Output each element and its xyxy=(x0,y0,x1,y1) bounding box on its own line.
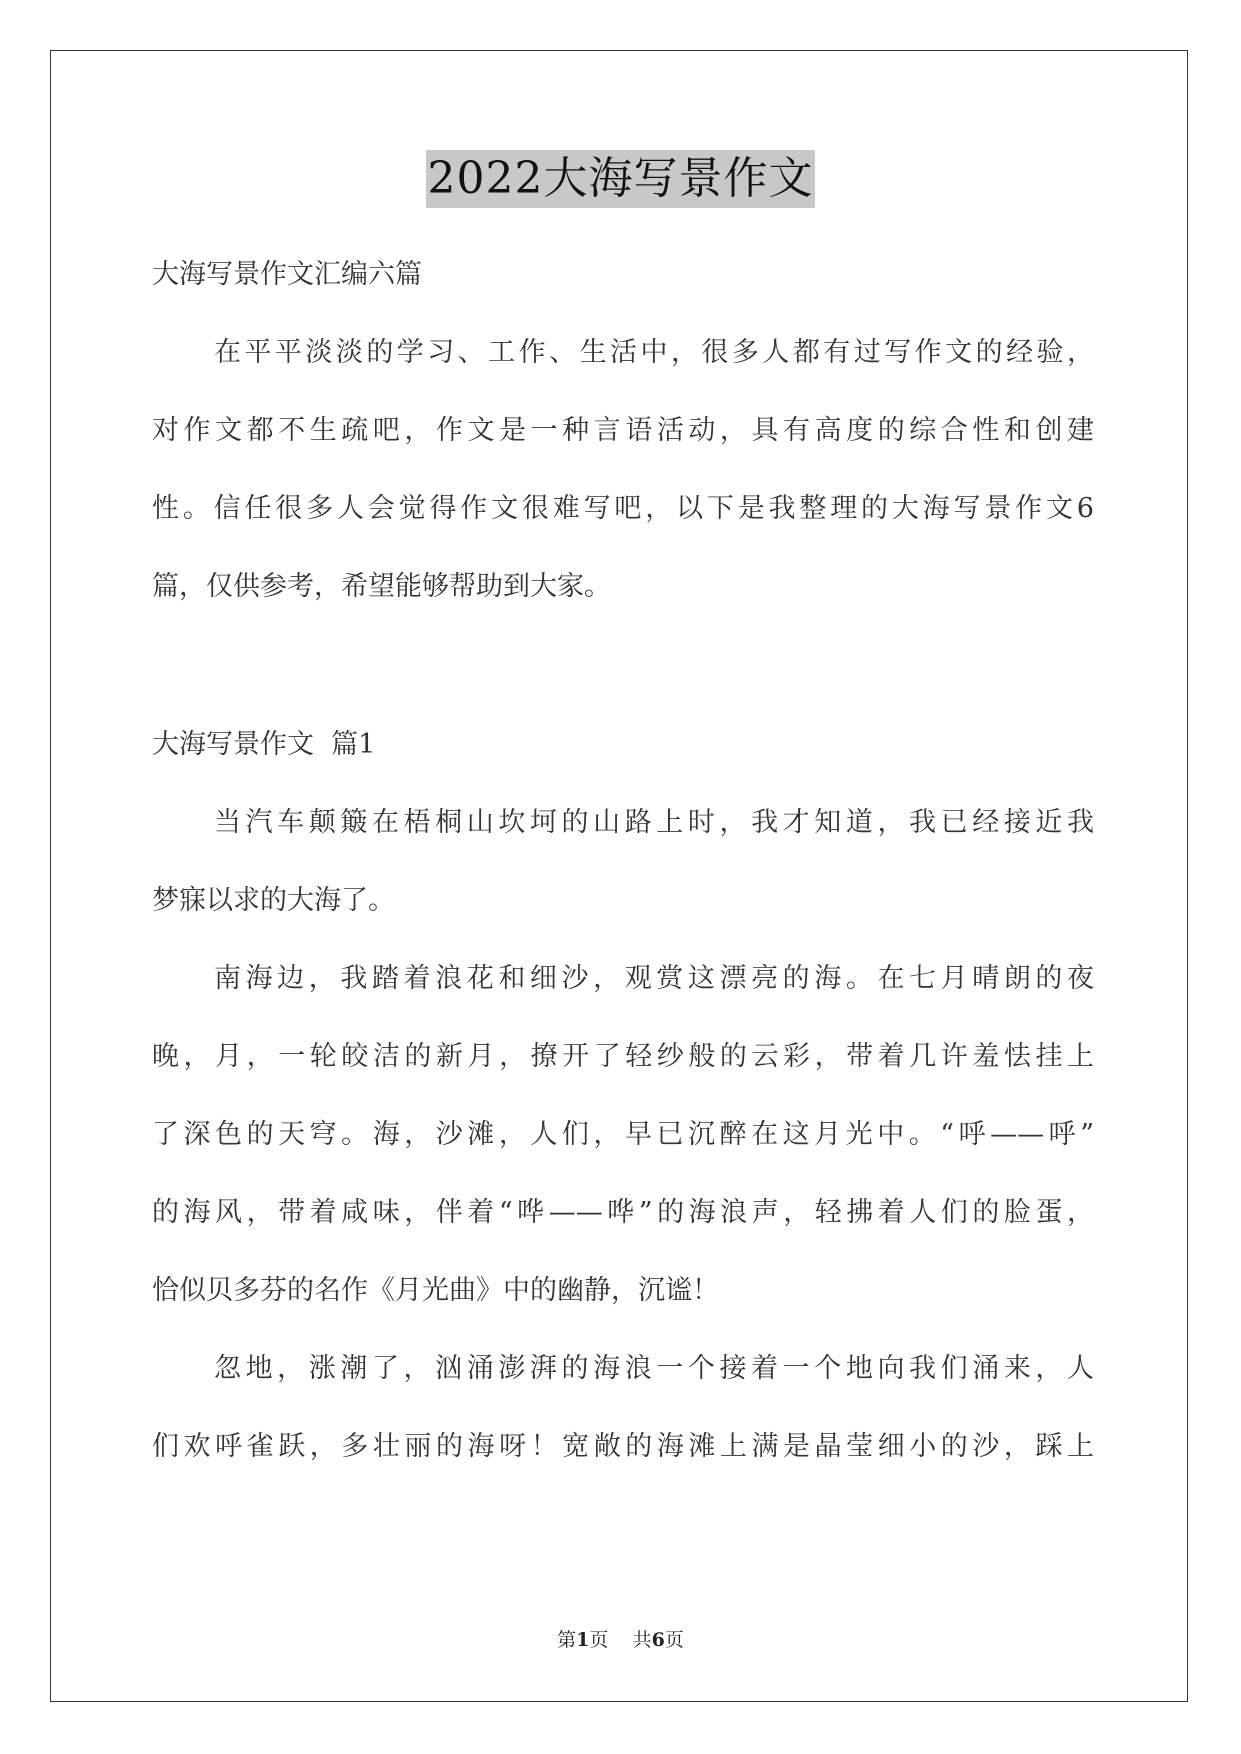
paragraph-line: 梦寐以求的大海了。 xyxy=(152,885,395,916)
paragraph-line: 性。信任很多人会觉得作文很难写吧，以下是我整理的大海写景作文6 xyxy=(152,493,1094,524)
paragraph-line: 当汽车颠簸在梧桐山坎坷的山路上时，我才知道，我已经接近我 xyxy=(214,807,1094,838)
footer-suffix: 页 xyxy=(664,1629,684,1651)
paragraph-2 xyxy=(152,940,1094,1330)
paragraph-line: 了深色的天穹。海，沙滩，人们，早已沉醉在这月光中。“呼——呼” xyxy=(152,1119,1094,1150)
paragraph-line: 对作文都不生疏吧，作文是一种言语活动，具有高度的综合性和创建 xyxy=(152,415,1094,446)
paragraph-1 xyxy=(152,784,1094,940)
section-gap xyxy=(152,626,1094,706)
paragraph-line: 晚，月，一轮皎洁的新月，撩开了轻纱般的云彩，带着几许羞怯挂上 xyxy=(152,1041,1094,1072)
paragraph-line: 们欢呼雀跃，多壮丽的海呀！宽敞的海滩上满是晶莹细小的沙，踩上 xyxy=(152,1431,1094,1462)
document-body xyxy=(152,236,1094,1486)
paragraph-line: 南海边，我踏着浪花和细沙，观赏这漂亮的海。在七月晴朗的夜 xyxy=(214,963,1094,994)
intro-paragraph xyxy=(152,314,1094,626)
paragraph-line: 篇，仅供参考，希望能够帮助到大家。 xyxy=(152,571,611,602)
document-title: 2022大海写景作文 xyxy=(426,150,816,208)
section-heading: 大海写景作文 篇1 xyxy=(152,729,376,760)
current-page-number: 1 xyxy=(576,1629,590,1651)
footer-middle: 页 共 xyxy=(589,1629,652,1651)
paragraph-line: 恰似贝多芬的名作《月光曲》中的幽静，沉谧！ xyxy=(152,1275,719,1306)
total-pages-number: 6 xyxy=(651,1629,665,1651)
footer-prefix: 第 xyxy=(557,1629,577,1651)
paragraph-line: 忽地，涨潮了，汹涌澎湃的海浪一个接着一个地向我们涌来，人 xyxy=(214,1353,1094,1384)
page-footer xyxy=(0,1625,1241,1652)
paragraph-line: 在平平淡淡的学习、工作、生活中，很多人都有过写作文的经验， xyxy=(214,337,1094,368)
document-subtitle: 大海写景作文汇编六篇 xyxy=(152,259,422,290)
paragraph-line: 的海风，带着咸味，伴着“哗——哗”的海浪声，轻拂着人们的脸蛋， xyxy=(152,1197,1094,1228)
title-area xyxy=(0,150,1241,208)
paragraph-3 xyxy=(152,1330,1094,1486)
